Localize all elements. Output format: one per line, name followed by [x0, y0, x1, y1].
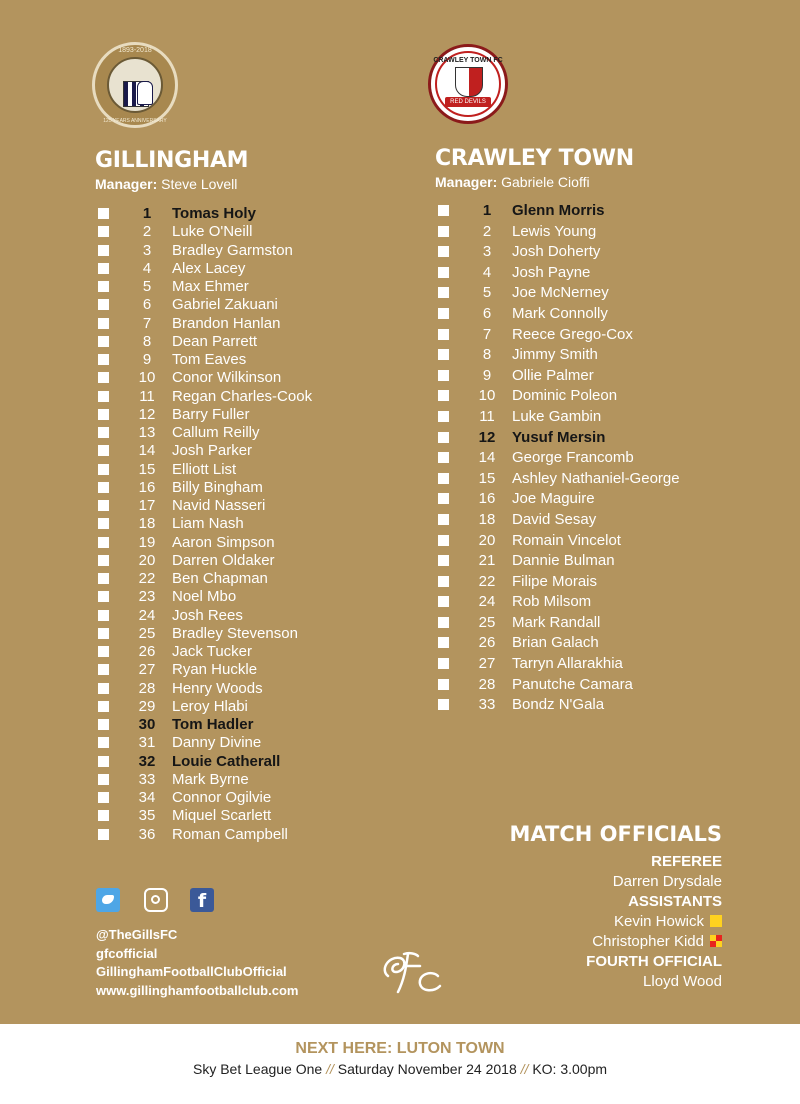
squad-number: 18	[478, 510, 496, 528]
checkbox[interactable]	[98, 537, 109, 548]
facebook-icon[interactable]: f	[190, 888, 214, 912]
squad-number: 31	[138, 734, 156, 752]
player-name: Darren Oldaker	[172, 551, 275, 569]
checkbox[interactable]	[98, 774, 109, 785]
squad-number: 15	[138, 460, 156, 478]
player-name: Brandon Hanlan	[172, 314, 281, 332]
checkbox[interactable]	[98, 299, 109, 310]
squad-number: 20	[478, 531, 496, 549]
social-handles	[96, 926, 298, 1000]
assistant-1	[510, 912, 722, 932]
checkbox[interactable]	[98, 372, 109, 383]
checkbox[interactable]	[98, 445, 109, 456]
assistant-1-name: Kevin Howick	[613, 913, 704, 930]
squad-number: 11	[139, 387, 155, 405]
instagram-handle[interactable]: gfcofficial	[96, 945, 158, 961]
squad-number: 7	[482, 325, 492, 343]
gfc-monogram-logo	[374, 946, 446, 998]
checkbox[interactable]	[98, 646, 109, 657]
squad-number: 16	[138, 478, 156, 496]
squad-number: 9	[482, 366, 492, 384]
checkbox[interactable]	[438, 473, 449, 484]
twitter-handle[interactable]: @TheGillsFC	[96, 927, 178, 942]
checkbox[interactable]	[98, 591, 109, 602]
checkbox[interactable]	[98, 701, 109, 712]
next-fixture	[0, 1040, 800, 1077]
player-name: Yusuf Mersin	[512, 428, 606, 446]
manager-label: Manager:	[435, 174, 498, 190]
checkbox[interactable]	[438, 617, 449, 628]
referee-label: REFEREE	[651, 853, 722, 870]
player-name: Ashley Nathaniel-George	[512, 469, 680, 487]
player-name: Henry Woods	[172, 679, 263, 697]
player-name: Ollie Palmer	[512, 366, 594, 384]
squad-number: 25	[478, 613, 496, 631]
website-link[interactable]: www.gillinghamfootballclub.com	[96, 982, 299, 998]
squad-number: 28	[138, 679, 156, 697]
checkbox[interactable]	[438, 308, 449, 319]
checkbox[interactable]	[438, 205, 449, 216]
crest-motto: RED DEVILS	[445, 97, 491, 107]
away-team-title: CRAWLEY TOWN	[435, 146, 634, 171]
player-name: Navid Nasseri	[172, 497, 266, 514]
squad-number: 24	[478, 593, 496, 611]
player-name: Josh Doherty	[512, 243, 601, 261]
home-manager	[95, 176, 237, 192]
squad-number: 33	[138, 770, 156, 788]
facebook-handle[interactable]: GillinghamFootballClubOfficial	[96, 964, 287, 979]
checkbox[interactable]	[438, 514, 449, 525]
checkbox[interactable]	[98, 409, 109, 420]
player-name: Tarryn Allarakhia	[512, 655, 623, 673]
squad-number: 23	[138, 588, 156, 606]
player-name: Elliott List	[172, 460, 237, 478]
squad-number: 7	[142, 314, 152, 332]
checkbox[interactable]	[98, 810, 109, 821]
squad-number: 26	[478, 634, 496, 652]
player-name: Romain Vincelot	[512, 531, 621, 549]
assistant-2-name: Christopher Kidd	[592, 933, 704, 950]
checkbox[interactable]	[98, 683, 109, 694]
checkbox[interactable]	[438, 576, 449, 587]
squad-number: 35	[138, 807, 156, 825]
player-name: Filipe Morais	[512, 572, 598, 590]
squad-number: 9	[142, 351, 152, 368]
crest-shield	[455, 67, 483, 97]
player-name: Bondz N'Gala	[512, 696, 605, 714]
player-name: Josh Payne	[512, 263, 591, 281]
squad-number: 3	[142, 241, 152, 259]
checkbox[interactable]	[438, 535, 449, 546]
player-name: Joe Maguire	[512, 490, 595, 508]
assistants-label: ASSISTANTS	[628, 893, 722, 910]
crest-years: 1893-2018	[118, 47, 152, 54]
player-name: Danny Divine	[172, 734, 262, 752]
competition: Sky Bet League One	[192, 1061, 323, 1077]
player-name: Conor Wilkinson	[172, 369, 282, 387]
squad-number: 33	[478, 696, 496, 714]
squad-number: 17	[138, 497, 156, 514]
player-name: Gabriel Zakuani	[172, 296, 278, 314]
checkbox[interactable]	[438, 658, 449, 669]
squad-number: 25	[138, 624, 156, 642]
player-name: Leroy Hlabi	[172, 697, 248, 715]
checkbox[interactable]	[98, 756, 109, 767]
player-name: Jack Tucker	[172, 643, 253, 660]
player-name: Luke O'Neill	[172, 223, 253, 241]
checkbox[interactable]	[438, 390, 449, 401]
checkbox[interactable]	[98, 610, 109, 621]
squad-number: 12	[478, 428, 496, 446]
separator: //	[520, 1061, 529, 1077]
match-officials	[510, 822, 722, 992]
yellow-flag-icon	[710, 915, 722, 927]
home-team-title: GILLINGHAM	[95, 148, 249, 173]
player-name: Mark Randall	[512, 613, 601, 631]
squad-number: 26	[138, 643, 156, 660]
squad-number: 5	[142, 278, 152, 295]
player-name: Rob Milsom	[512, 593, 592, 611]
fixture-date: Saturday November 24 2018	[337, 1061, 517, 1077]
squad-number: 27	[478, 655, 496, 673]
player-name: Noel Mbo	[172, 588, 237, 606]
checkbox[interactable]	[98, 792, 109, 803]
checkbox[interactable]	[98, 482, 109, 493]
manager-name: Steve Lovell	[161, 176, 238, 192]
player-name: George Francomb	[512, 449, 634, 467]
checkbox[interactable]	[98, 281, 109, 292]
checkbox[interactable]	[98, 500, 109, 511]
checkbox[interactable]	[98, 427, 109, 438]
squad-number: 13	[138, 424, 156, 441]
checkbox[interactable]	[98, 518, 109, 529]
squad-number: 1	[482, 202, 492, 219]
squad-number: 24	[138, 606, 156, 624]
checkbox[interactable]	[438, 432, 449, 443]
player-name: David Sesay	[512, 510, 597, 528]
squad-number: 3	[482, 243, 492, 261]
checkbox[interactable]	[98, 464, 109, 475]
squad-number: 27	[138, 661, 156, 679]
squad-number: 6	[142, 296, 152, 314]
player-name: Billy Bingham	[172, 478, 263, 496]
next-fixture-title: NEXT HERE: LUTON TOWN	[295, 1040, 505, 1057]
player-name: Tom Hadler	[172, 716, 254, 733]
player-name: Josh Rees	[172, 606, 243, 624]
player-name: Regan Charles-Cook	[172, 387, 313, 405]
squad-number: 8	[142, 332, 152, 350]
player-name: Alex Lacey	[172, 259, 246, 277]
squad-number: 30	[138, 716, 156, 733]
checkbox[interactable]	[98, 555, 109, 566]
player-name: Miquel Scarlett	[172, 807, 272, 825]
checkbox[interactable]	[98, 829, 109, 840]
checkbox[interactable]	[438, 349, 449, 360]
squad-number: 4	[482, 263, 492, 281]
player-name: Ryan Huckle	[172, 661, 258, 679]
squad-number: 15	[478, 469, 496, 487]
squad-number: 34	[138, 789, 156, 806]
checkbox[interactable]	[438, 287, 449, 298]
squad-number: 21	[478, 552, 496, 570]
checkbox[interactable]	[438, 555, 449, 566]
manager-label: Manager:	[95, 176, 158, 192]
checkbox[interactable]	[98, 664, 109, 675]
checkbox[interactable]	[98, 226, 109, 237]
player-name: Mark Connolly	[512, 304, 608, 322]
crest-anniversary: 125 YEARS ANNIVERSARY	[103, 118, 167, 124]
player-name: Connor Ogilvie	[172, 789, 272, 806]
player-name: Roman Campbell	[172, 825, 288, 843]
player-name: Aaron Simpson	[172, 533, 275, 551]
player-name: Dannie Bulman	[512, 552, 615, 570]
player-name: Joe McNerney	[512, 284, 609, 302]
assistant-2	[510, 932, 722, 952]
checkbox[interactable]	[98, 318, 109, 329]
twitter-icon[interactable]	[96, 888, 120, 912]
squad-number: 22	[478, 572, 496, 590]
squad-number: 8	[482, 346, 492, 364]
checkbox[interactable]	[98, 354, 109, 365]
player-name: Bradley Garmston	[172, 241, 293, 259]
separator: //	[326, 1061, 334, 1077]
squad-number: 11	[479, 407, 495, 425]
squad-number: 14	[138, 442, 156, 460]
squad-number: 10	[478, 387, 496, 405]
player-name: Liam Nash	[172, 515, 244, 533]
player-name: Jimmy Smith	[512, 346, 598, 364]
checkbox[interactable]	[438, 329, 449, 340]
squad-number: 10	[138, 369, 156, 387]
crawley-crest	[428, 44, 508, 124]
checkbox[interactable]	[438, 596, 449, 607]
checkbox[interactable]	[438, 699, 449, 710]
squad-number: 1	[142, 205, 152, 222]
player-name: Ben Chapman	[172, 570, 268, 587]
instagram-icon[interactable]	[144, 888, 168, 912]
player-name: Louie Catherall	[172, 752, 281, 770]
checkbox[interactable]	[438, 226, 449, 237]
squad-number: 22	[138, 570, 156, 587]
squad-number: 16	[478, 490, 496, 508]
player-name: Glenn Morris	[512, 202, 605, 219]
referee-name: Darren Drysdale	[612, 873, 722, 890]
checkbox[interactable]	[98, 737, 109, 748]
player-name: Dean Parrett	[172, 332, 258, 350]
fourth-official-label: FOURTH OFFICIAL	[586, 953, 722, 970]
checkbox[interactable]	[98, 573, 109, 584]
checkbox[interactable]	[438, 452, 449, 463]
squad-number: 2	[482, 222, 492, 240]
next-fixture-details	[0, 1061, 800, 1077]
player-name: Panutche Camara	[512, 675, 633, 693]
squad-number: 6	[482, 304, 492, 322]
checkbox[interactable]	[98, 628, 109, 639]
checkbox[interactable]	[438, 246, 449, 257]
gillingham-crest	[92, 42, 178, 128]
checkbox[interactable]	[98, 245, 109, 256]
checkbox[interactable]	[98, 391, 109, 402]
squad-number: 14	[478, 449, 496, 467]
checkbox[interactable]	[98, 208, 109, 219]
player-name: Callum Reilly	[172, 424, 260, 441]
checkbox[interactable]	[98, 336, 109, 347]
player-name: Mark Byrne	[172, 770, 249, 788]
fourth-official-name: Lloyd Wood	[643, 973, 722, 990]
player-name: Reece Grego-Cox	[512, 325, 633, 343]
squad-number: 18	[138, 515, 156, 533]
checkbox[interactable]	[438, 637, 449, 648]
player-name: Dominic Poleon	[512, 387, 618, 405]
checkbox[interactable]	[438, 411, 449, 422]
squad-number: 20	[138, 551, 156, 569]
player-name: Lewis Young	[512, 222, 597, 240]
player-name: Tom Eaves	[172, 351, 247, 368]
player-name: Max Ehmer	[172, 278, 249, 295]
player-name: Barry Fuller	[172, 405, 250, 423]
squad-number: 4	[142, 259, 152, 277]
squad-number: 36	[138, 825, 156, 843]
squad-number: 19	[138, 533, 156, 551]
player-name: Josh Parker	[172, 442, 253, 460]
player-name: Luke Gambin	[512, 407, 602, 425]
squad-number: 12	[138, 405, 156, 423]
squad-number: 29	[138, 697, 156, 715]
away-manager	[435, 174, 590, 190]
kickoff-time: KO: 3.00pm	[532, 1061, 608, 1077]
horse-icon	[137, 81, 153, 105]
checkered-flag-icon	[710, 935, 722, 947]
player-name: Tomas Holy	[172, 205, 256, 222]
checkbox[interactable]	[438, 493, 449, 504]
squad-number: 2	[142, 223, 152, 241]
squad-number: 28	[478, 675, 496, 693]
crest-shield	[107, 57, 163, 113]
officials-heading: MATCH OFFICIALS	[509, 822, 722, 846]
checkbox[interactable]	[98, 263, 109, 274]
checkbox[interactable]	[438, 267, 449, 278]
squad-number: 32	[138, 752, 156, 770]
crest-club-text: CRAWLEY TOWN FC	[433, 57, 503, 64]
checkbox[interactable]	[438, 370, 449, 381]
player-name: Bradley Stevenson	[172, 624, 298, 642]
checkbox[interactable]	[98, 719, 109, 730]
player-name: Brian Galach	[512, 634, 599, 652]
squad-number: 5	[482, 284, 492, 302]
manager-name: Gabriele Cioffi	[501, 174, 590, 190]
checkbox[interactable]	[438, 679, 449, 690]
